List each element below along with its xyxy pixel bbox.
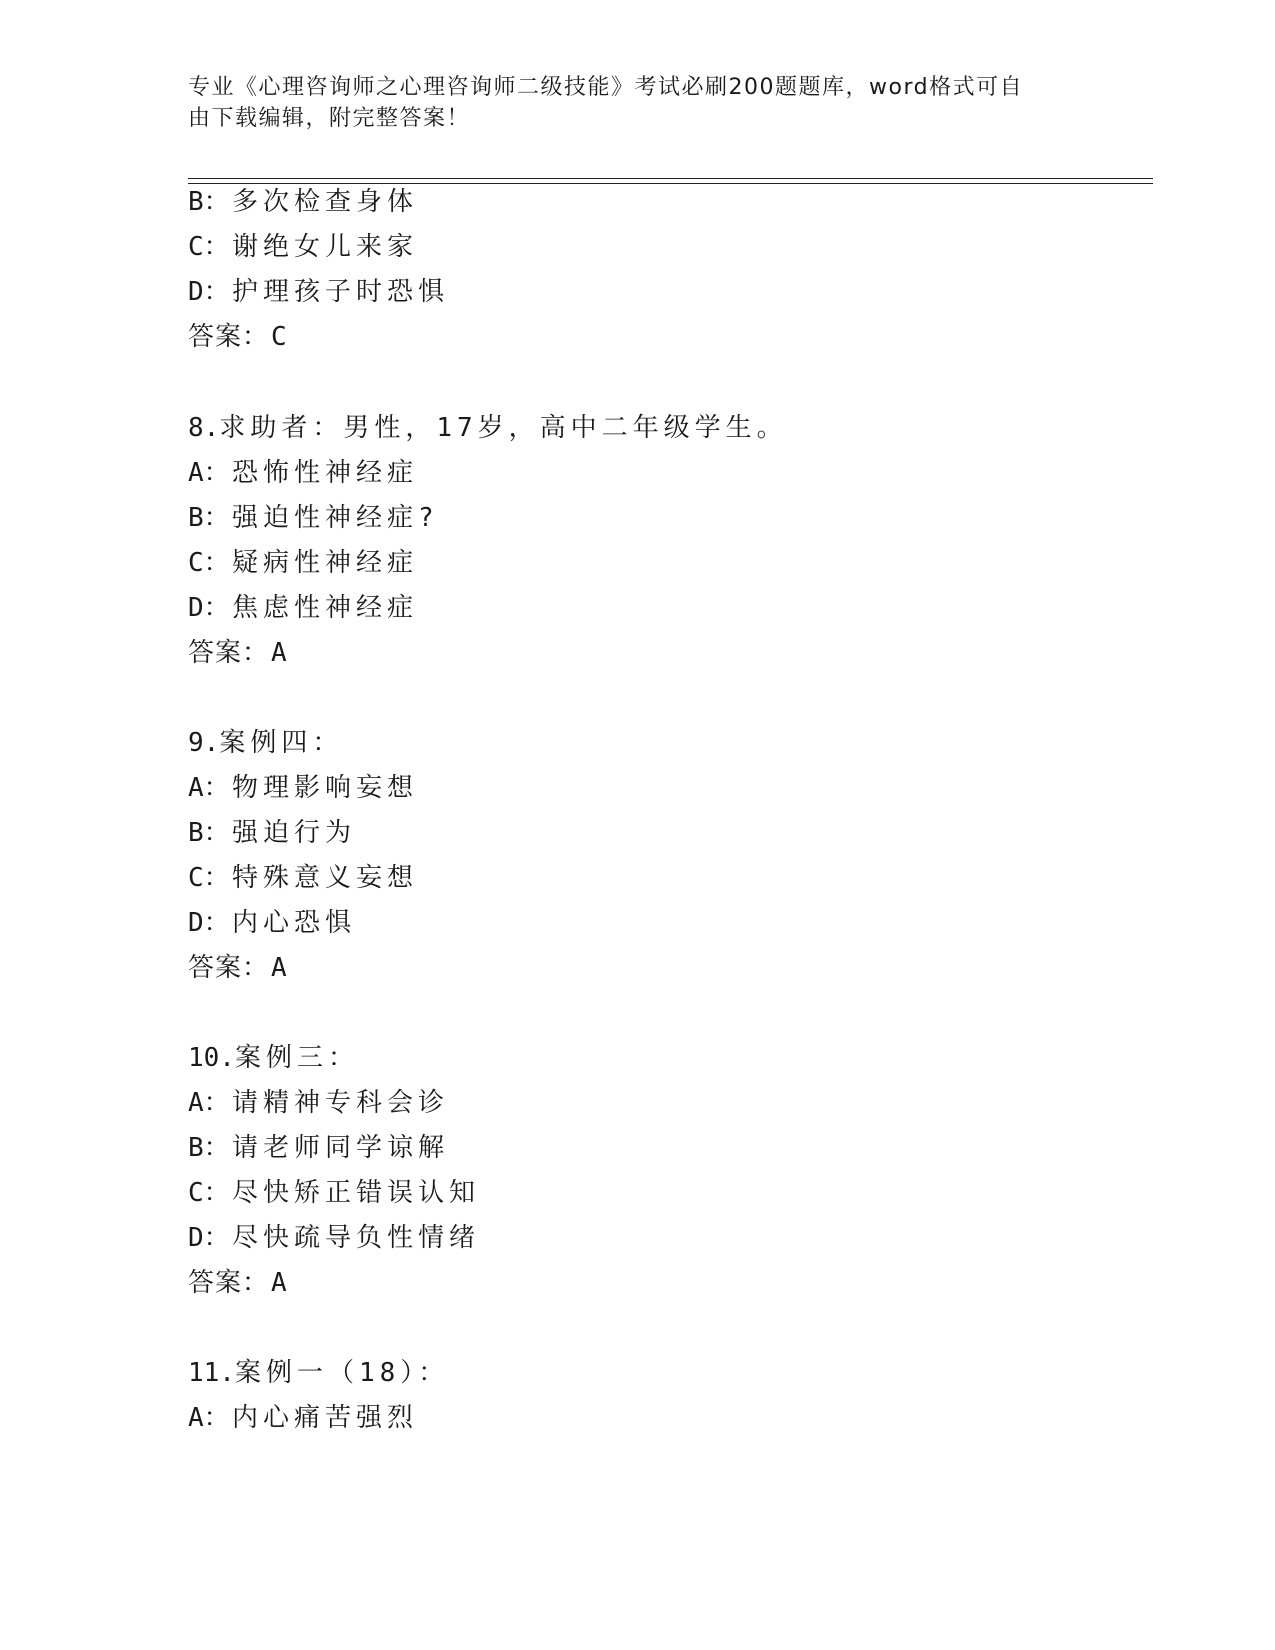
option-a bbox=[188, 1403, 418, 1433]
option-a bbox=[188, 773, 418, 803]
option-text: 疑病性神经症 bbox=[232, 548, 419, 578]
option-letter: B： bbox=[188, 818, 230, 848]
question-number: 10. bbox=[188, 1043, 235, 1073]
question-number: 9. bbox=[188, 728, 220, 758]
option-a bbox=[188, 458, 418, 488]
answer-label: 答案： bbox=[188, 638, 270, 668]
option-text: 请精神专科会诊 bbox=[232, 1088, 450, 1118]
question-stem bbox=[188, 1358, 449, 1388]
option-b bbox=[188, 503, 439, 533]
option-text: 尽快矫正错误认知 bbox=[232, 1178, 481, 1208]
option-text: 尽快疏导负性情绪 bbox=[232, 1223, 481, 1253]
question-stem bbox=[188, 1043, 359, 1073]
option-b bbox=[188, 818, 356, 848]
question-text: 案例一（18）： bbox=[234, 1358, 450, 1388]
option-letter: C： bbox=[188, 863, 230, 893]
option-letter: D： bbox=[188, 593, 230, 623]
option-c bbox=[188, 548, 418, 578]
answer-value: A bbox=[271, 1268, 288, 1298]
option-b bbox=[188, 187, 418, 217]
option-d bbox=[188, 593, 418, 623]
option-c bbox=[188, 863, 418, 893]
option-letter: B： bbox=[188, 1133, 230, 1163]
option-text: 特殊意义妄想 bbox=[232, 863, 419, 893]
option-letter: A： bbox=[188, 773, 230, 803]
document-header bbox=[188, 72, 1068, 134]
option-text: 谢绝女儿来家 bbox=[232, 232, 419, 262]
answer-label: 答案： bbox=[188, 1268, 270, 1298]
option-d bbox=[188, 908, 356, 938]
header-divider-top bbox=[188, 178, 1153, 179]
header-line-2: 由下载编辑，附完整答案！ bbox=[188, 106, 471, 131]
answer-value: A bbox=[271, 953, 288, 983]
option-text: 强迫性神经症? bbox=[232, 503, 439, 533]
option-text: 强迫行为 bbox=[232, 818, 357, 848]
option-letter: C： bbox=[188, 548, 230, 578]
option-letter: B： bbox=[188, 503, 230, 533]
option-letter: C： bbox=[188, 1178, 230, 1208]
option-c bbox=[188, 1178, 480, 1208]
question-text: 案例三： bbox=[234, 1043, 359, 1073]
answer-value: A bbox=[271, 638, 288, 668]
question-text: 求助者：男性，17岁，高中二年级学生。 bbox=[219, 413, 788, 443]
answer-line bbox=[188, 638, 288, 668]
answer-label: 答案： bbox=[188, 953, 270, 983]
option-c bbox=[188, 232, 418, 262]
option-a bbox=[188, 1088, 449, 1118]
option-letter: C： bbox=[188, 232, 230, 262]
answer-line bbox=[188, 953, 288, 983]
option-text: 护理孩子时恐惧 bbox=[232, 277, 450, 307]
option-d bbox=[188, 1223, 480, 1253]
answer-line bbox=[188, 1268, 288, 1298]
option-letter: A： bbox=[188, 458, 230, 488]
option-text: 多次检查身体 bbox=[232, 187, 419, 217]
question-number: 8. bbox=[188, 413, 220, 443]
option-letter: A： bbox=[188, 1088, 230, 1118]
answer-line bbox=[188, 322, 288, 352]
option-letter: D： bbox=[188, 1223, 230, 1253]
question-number: 11. bbox=[188, 1358, 235, 1388]
option-text: 物理影响妄想 bbox=[232, 773, 419, 803]
answer-label: 答案： bbox=[188, 322, 270, 352]
answer-value: C bbox=[271, 322, 288, 352]
option-text: 内心恐惧 bbox=[232, 908, 357, 938]
option-text: 请老师同学谅解 bbox=[232, 1133, 450, 1163]
option-text: 焦虑性神经症 bbox=[232, 593, 419, 623]
option-text: 内心痛苦强烈 bbox=[232, 1403, 419, 1433]
option-letter: B： bbox=[188, 187, 230, 217]
header-line-1: 专业《心理咨询师之心理咨询师二级技能》考试必刷200题题库，word格式可自 bbox=[188, 75, 1024, 100]
option-letter: D： bbox=[188, 277, 230, 307]
option-letter: D： bbox=[188, 908, 230, 938]
header-divider-bottom bbox=[188, 183, 1153, 184]
option-d bbox=[188, 277, 449, 307]
question-stem bbox=[188, 413, 788, 443]
question-text: 案例四： bbox=[219, 728, 344, 758]
option-letter: A： bbox=[188, 1403, 230, 1433]
question-stem bbox=[188, 728, 343, 758]
option-b bbox=[188, 1133, 449, 1163]
option-text: 恐怖性神经症 bbox=[232, 458, 419, 488]
